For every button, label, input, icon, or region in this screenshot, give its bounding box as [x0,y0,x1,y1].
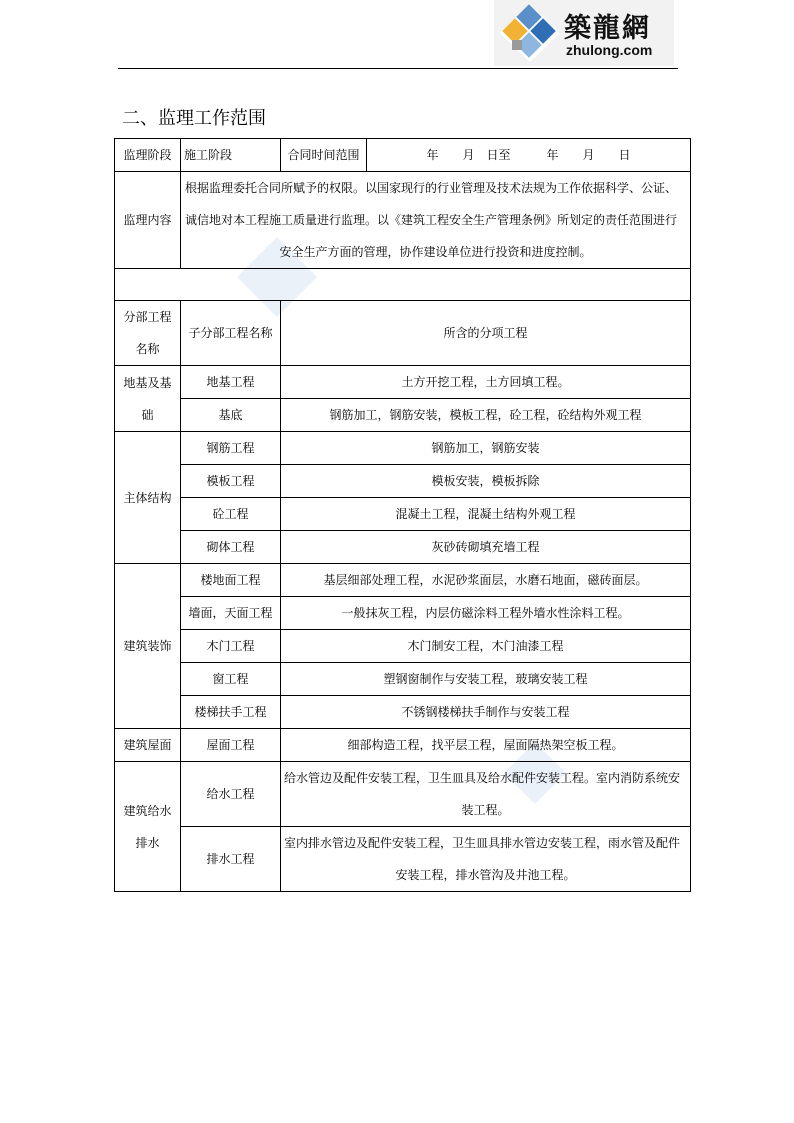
content-line: 安全生产方面的管理，协作建设单位进行投资和进度控制。 [279,245,592,259]
subdivision-name: 屋面工程 [181,729,281,762]
item-list: 不锈钢楼梯扶手制作与安装工程 [281,696,691,729]
blank-row [115,269,691,301]
table-row [115,597,691,630]
division-name [115,762,181,892]
logo-chinese-text: 築龍網 [564,13,651,44]
table-row [115,399,691,432]
table-row [115,366,691,399]
contract-time-label: 合同时间范围 [281,139,367,172]
item-list: 细部构造工程，找平层工程，屋面隔热架空板工程。 [281,729,691,762]
header-subdivision: 子分部工程名称 [181,301,281,366]
zhulong-logo-icon [498,2,562,64]
content-line: 诚信地对本工程施工质量进行监理。以《建筑工程安全生产管理条例》所划定的责任范围进行 [185,213,678,227]
table-row [115,663,691,696]
division-name: 建筑屋面 [115,729,181,762]
division-name-line: 排水 [135,835,160,850]
subdivision-name: 基底 [181,399,281,432]
subdivision-name: 木门工程 [181,630,281,663]
subdivision-name: 楼梯扶手工程 [181,696,281,729]
header-divider [118,68,678,69]
subdivision-name: 砼工程 [181,498,281,531]
item-list [281,827,691,892]
item-list-line: 装工程。 [461,803,510,817]
table-row [115,498,691,531]
content-row [115,172,691,269]
item-list: 混凝土工程，混凝土结构外观工程 [281,498,691,531]
table-row [115,762,691,827]
subdivision-name: 排水工程 [181,827,281,892]
stage-label: 监理阶段 [115,139,181,172]
division-name-line: 建筑给水 [123,803,172,818]
subdivision-name: 窗工程 [181,663,281,696]
division-name: 建筑装饰 [115,564,181,729]
stage-row [115,139,691,172]
item-list [281,762,691,827]
division-name-line: 地基及基 [123,375,172,390]
supervision-scope-table [114,138,691,892]
subdivision-name: 模板工程 [181,465,281,498]
division-name: 主体结构 [115,432,181,564]
table-row [115,696,691,729]
item-list: 塑钢窗制作与安装工程，玻璃安装工程 [281,663,691,696]
subdivision-name: 钢筋工程 [181,432,281,465]
table-row [115,564,691,597]
subdivision-name: 墙面，天面工程 [181,597,281,630]
table-row [115,531,691,564]
header-division-line: 分部工程 [123,310,172,324]
table-row [115,432,691,465]
table-row [115,465,691,498]
subdivision-name: 给水工程 [181,762,281,827]
item-list: 钢筋加工，钢筋安装，模板工程，砼工程，砼结构外观工程 [281,399,691,432]
item-list: 模板安装，模板拆除 [281,465,691,498]
item-list: 土方开挖工程，土方回填工程。 [281,366,691,399]
logo-domain-text: zhulong.com [566,42,653,58]
item-list: 木门制安工程，木门油漆工程 [281,630,691,663]
contract-time-value: 年 月 日至 年 月 日 [367,139,691,172]
table-row [115,729,691,762]
item-list: 灰砂砖砌填充墙工程 [281,531,691,564]
subdivision-name: 地基工程 [181,366,281,399]
stage-value: 施工阶段 [181,139,281,172]
content-text [181,172,691,269]
blank-cell [115,269,691,301]
item-list: 基层细部处理工程，水泥砂浆面层，水磨石地面，磁砖面层。 [281,564,691,597]
subdivision-name: 楼地面工程 [181,564,281,597]
content-label: 监理内容 [115,172,181,269]
item-list: 一般抹灰工程，内层仿磁涂料工程外墙水性涂料工程。 [281,597,691,630]
column-header-row [115,301,691,366]
header-division [115,301,181,366]
division-name [115,366,181,432]
item-list: 钢筋加工，钢筋安装 [281,432,691,465]
page-title: 二、监理工作范围 [122,108,266,129]
header-items: 所含的分项工程 [281,301,691,366]
item-list-line: 室内排水管边及配件安装工程，卫生皿具排水管边安装工程，雨水管及配件 [284,836,681,850]
table-row [115,630,691,663]
item-list-line: 给水管边及配件安装工程，卫生皿具及给水配件安装工程。室内消防系统安 [284,771,681,785]
content-line: 根据监理委托合同所赋予的权限。以国家现行的行业管理及技术法规为工作依据科学、公证、 [185,181,678,195]
zhulong-logo [494,0,674,66]
header-division-line: 名称 [135,342,160,356]
subdivision-name: 砌体工程 [181,531,281,564]
division-name-line: 础 [141,407,154,422]
table-row [115,827,691,892]
item-list-line: 安装工程，排水管沟及井池工程。 [395,868,576,882]
